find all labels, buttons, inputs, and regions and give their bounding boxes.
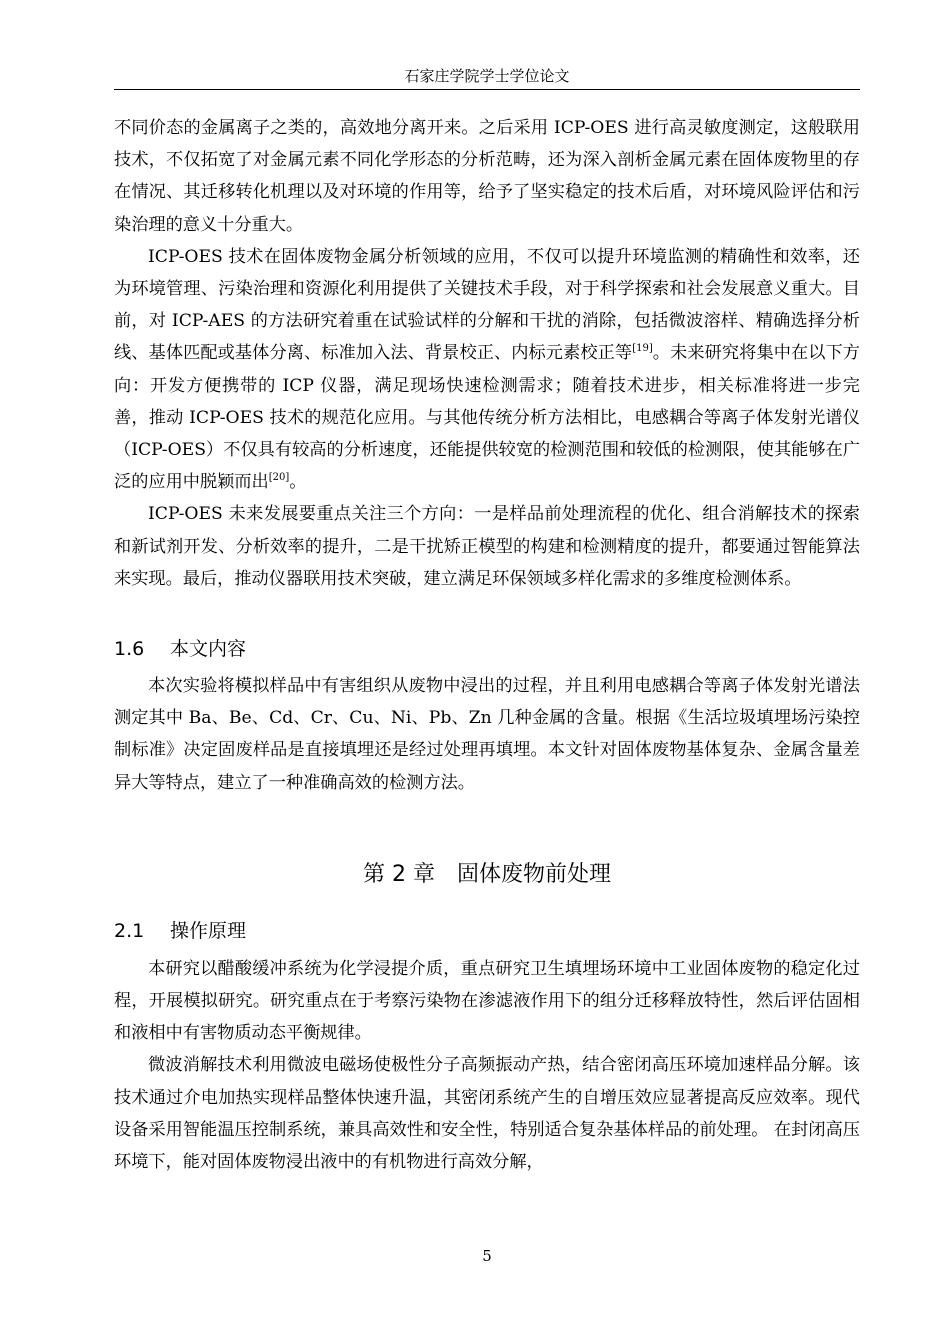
paragraph-icp-oes-application bbox=[114, 241, 860, 499]
section-title: 操作原理 bbox=[170, 919, 247, 942]
paragraph-thesis-content: 本次实验将模拟样品中有害组织从废物中浸出的过程，并且利用电感耦合等离子体发射光谱法测定其中 Ba、Be、Cd、Cr、Cu、Ni、Pb、Zn 几种金属的含量。根据《生活垃圾填埋场污染控制标准》决定固废样品是直接填埋还是经过处理再填埋。本文针对固体废物基体复杂、金属含量差异大等特点，建立了一种准确高效的检测方法。 bbox=[114, 676, 860, 793]
citation-19[interactable]: [19] bbox=[632, 343, 653, 355]
paragraph-microwave-digestion: 微波消解技术利用微波电磁场使极性分子高频振动产热，结合密闭高压环境加速样品分解。该技术通过介电加热实现样品整体快速升温，其密闭系统产生的自增压效应显著提高反应效率。现代设备采用智能温压控制系统，兼具高效性和安全性，特别适合复杂基体样品的前处理。 在封闭高压环境下，能对固体废物浸出液中的有机物进行高效分解， bbox=[114, 1055, 860, 1173]
header-rule bbox=[114, 89, 860, 90]
section-number: 1.6 bbox=[114, 638, 145, 661]
section-heading-1-6 bbox=[114, 634, 860, 664]
section-title: 本文内容 bbox=[170, 638, 247, 661]
page-header-title: 石家庄学院学士学位论文 bbox=[404, 67, 570, 85]
paragraph-operation-principle: 本研究以醋酸缓冲系统为化学浸提介质，重点研究卫生填埋场环境中工业固体废物的稳定化过程，开展模拟研究。研究重点在于考察污染物在渗滤液作用下的组分迁移释放特性，然后评估固相和液相中有害物质动态平衡规律。 bbox=[114, 958, 860, 1044]
paragraph-future-directions: ICP-OES 未来发展要重点关注三个方向：一是样品前处理流程的优化、组合消解技术的探索和新试剂开发、分析效率的提升，二是干扰矫正模型的构建和检测精度的提升，都要通过智能算法来实现。最后，推动仪器联用技术突破，建立满足环保领域多样化需求的多维度检测体系。 bbox=[114, 504, 860, 589]
page-number: 5 bbox=[482, 1247, 492, 1265]
paragraph-text: 。 bbox=[289, 472, 307, 493]
section-number: 2.1 bbox=[114, 919, 145, 942]
chapter-heading-2: 第 2 章 固体废物前处理 bbox=[363, 861, 611, 887]
paragraph-text: 。未来研究将集中在以下方向：开发方便携带的 ICP 仪器，满足现场快速检测需求；随着技术进步，相关标准将进一步完善，推动 ICP-OES 技术的规范化应用。与其他传统分析方法相比，电感耦合等离子体发射光谱仪（ICP-OES）不仅具有较高的分析速度，还能提供较宽的检测范围和较低的检测限，使其能够在广泛的应用中脱颖而出 bbox=[114, 343, 860, 493]
paragraph-continuation: 不同价态的金属离子之类的，高效地分离开来。之后采用 ICP-OES 进行高灵敏度测定，这般联用技术，不仅拓宽了对金属元素不同化学形态的分析范畴，还为深入剖析金属元素在固体废物里的存在情况、其迁移转化机理以及对环境的作用等，给予了坚实稳定的技术后盾，对环境风险评估和污染治理的意义十分重大。 bbox=[114, 118, 860, 235]
section-heading-2-1 bbox=[114, 916, 860, 946]
paragraph-text: ICP-OES 技术在固体废物金属分析领域的应用，不仅可以提升环境监测的精确性和效率，还为环境管理、污染治理和资源化利用提供了关键技术手段，对于科学探索和社会发展意义重大。目前，对 ICP-AES 的方法研究着重在试验试样的分解和干扰的消除，包括微波溶样、精确选择分析线、基体匹配或基体分离、标准加入法、背景校正、内标元素校正等 bbox=[114, 246, 860, 364]
citation-20[interactable]: [20] bbox=[268, 472, 290, 484]
page-body bbox=[114, 112, 860, 1178]
